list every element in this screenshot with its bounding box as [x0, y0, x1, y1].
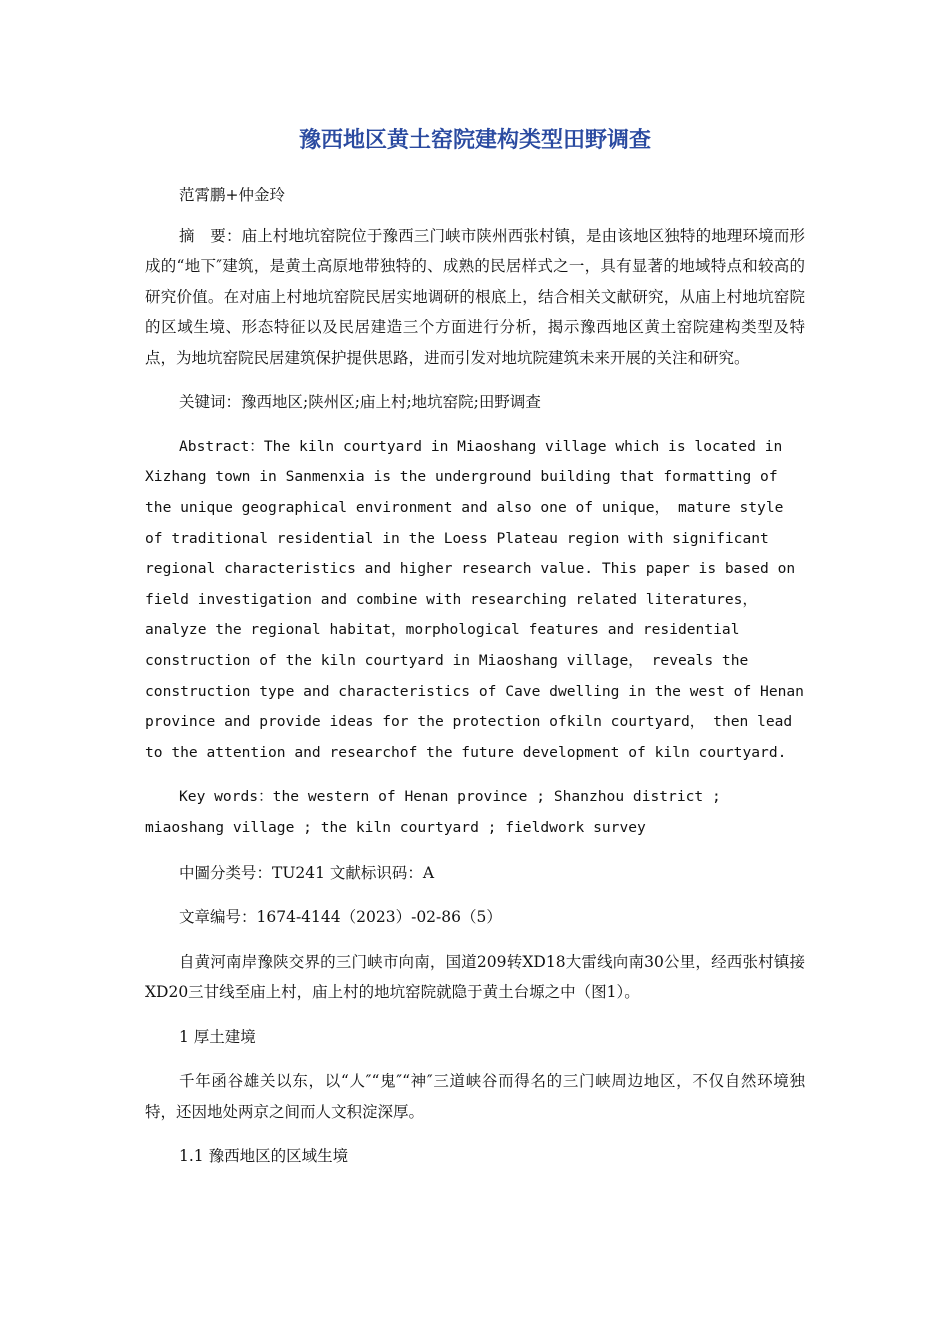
intro-paragraph: 自黄河南岸豫陕交界的三门峡市向南，国道209转XD18大雷线向南30公里，经西张村镇接XD20三甘线至庙上村，庙上村的地坑窑院就隐于黄土台塬之中（图1）。	[145, 952, 805, 1002]
section-1-paragraph: 千年函谷雄关以东，以“人″“鬼″“神″三道峡谷而得名的三门峡周边地区，不仅自然环境独特，还因地处两京之间而人文积淀深厚。	[145, 1072, 805, 1121]
section-1-heading: 1 厚土建境	[179, 1027, 256, 1046]
keywords-chinese: 关键词：豫西地区;陕州区;庙上村;地坑窑院;田野调查	[179, 393, 541, 412]
authors: 范霄鹏+仲金玲	[179, 186, 285, 205]
section-1-1-heading: 1.1 豫西地区的区域生境	[179, 1147, 349, 1166]
document-page	[145, 128, 805, 1186]
document-title: 豫西地区黄土窑院建构类型田野调查	[298, 128, 651, 153]
abstract-english: Abstract：The kiln courtyard in Miaoshang village which is located in Xizhang town in Sanmenxia is the underground building that formatting of the unique geographical environment and also one of unique， mature style of traditional residential in the Loess Plateau region with significant regional characteristics and higher research value. This paper is based on field investigation and combine with researching related literatures， analyze the regional habitat，morphological features and residential construction of the kiln courtyard in Miaoshang village， reveals the construction type and characteristics of Cave dwelling in the west of Henan province and provide ideas for the protection ofkiln courtyard， then lead to the attention and researchof the future development of kiln courtyard.	[145, 437, 804, 761]
abstract-chinese: 摘 要：庙上村地坑窑院位于豫西三门峡市陕州西张村镇，是由该地区独特的地理环境而形成的“地下″建筑，是黄土高原地带独特的、成熟的民居样式之一，具有显著的地域特点和较高的研究价值。在对庙上村地坑窑院民居实地调研的根底上，结合相关文献研究，从庙上村地坑窑院的区域生境、形态特征以及民居建造三个方面进行分析，揭示豫西地区黄土窑院建构类型及特点，为地坑窑院民居建筑保护提供思路，进而引发对地坑院建筑未来开展的关注和研究。	[145, 226, 805, 367]
keywords-english: Key words：the western of Henan province ; Shanzhou district ; miaoshang village ; the kiln courtyard ; fieldwork survey	[145, 788, 721, 837]
article-number: 文章编号：1674-4144（2023）-02-86（5）	[179, 908, 502, 927]
classification-number: 中圖分类号：TU241 文献标识码：A	[179, 863, 435, 882]
